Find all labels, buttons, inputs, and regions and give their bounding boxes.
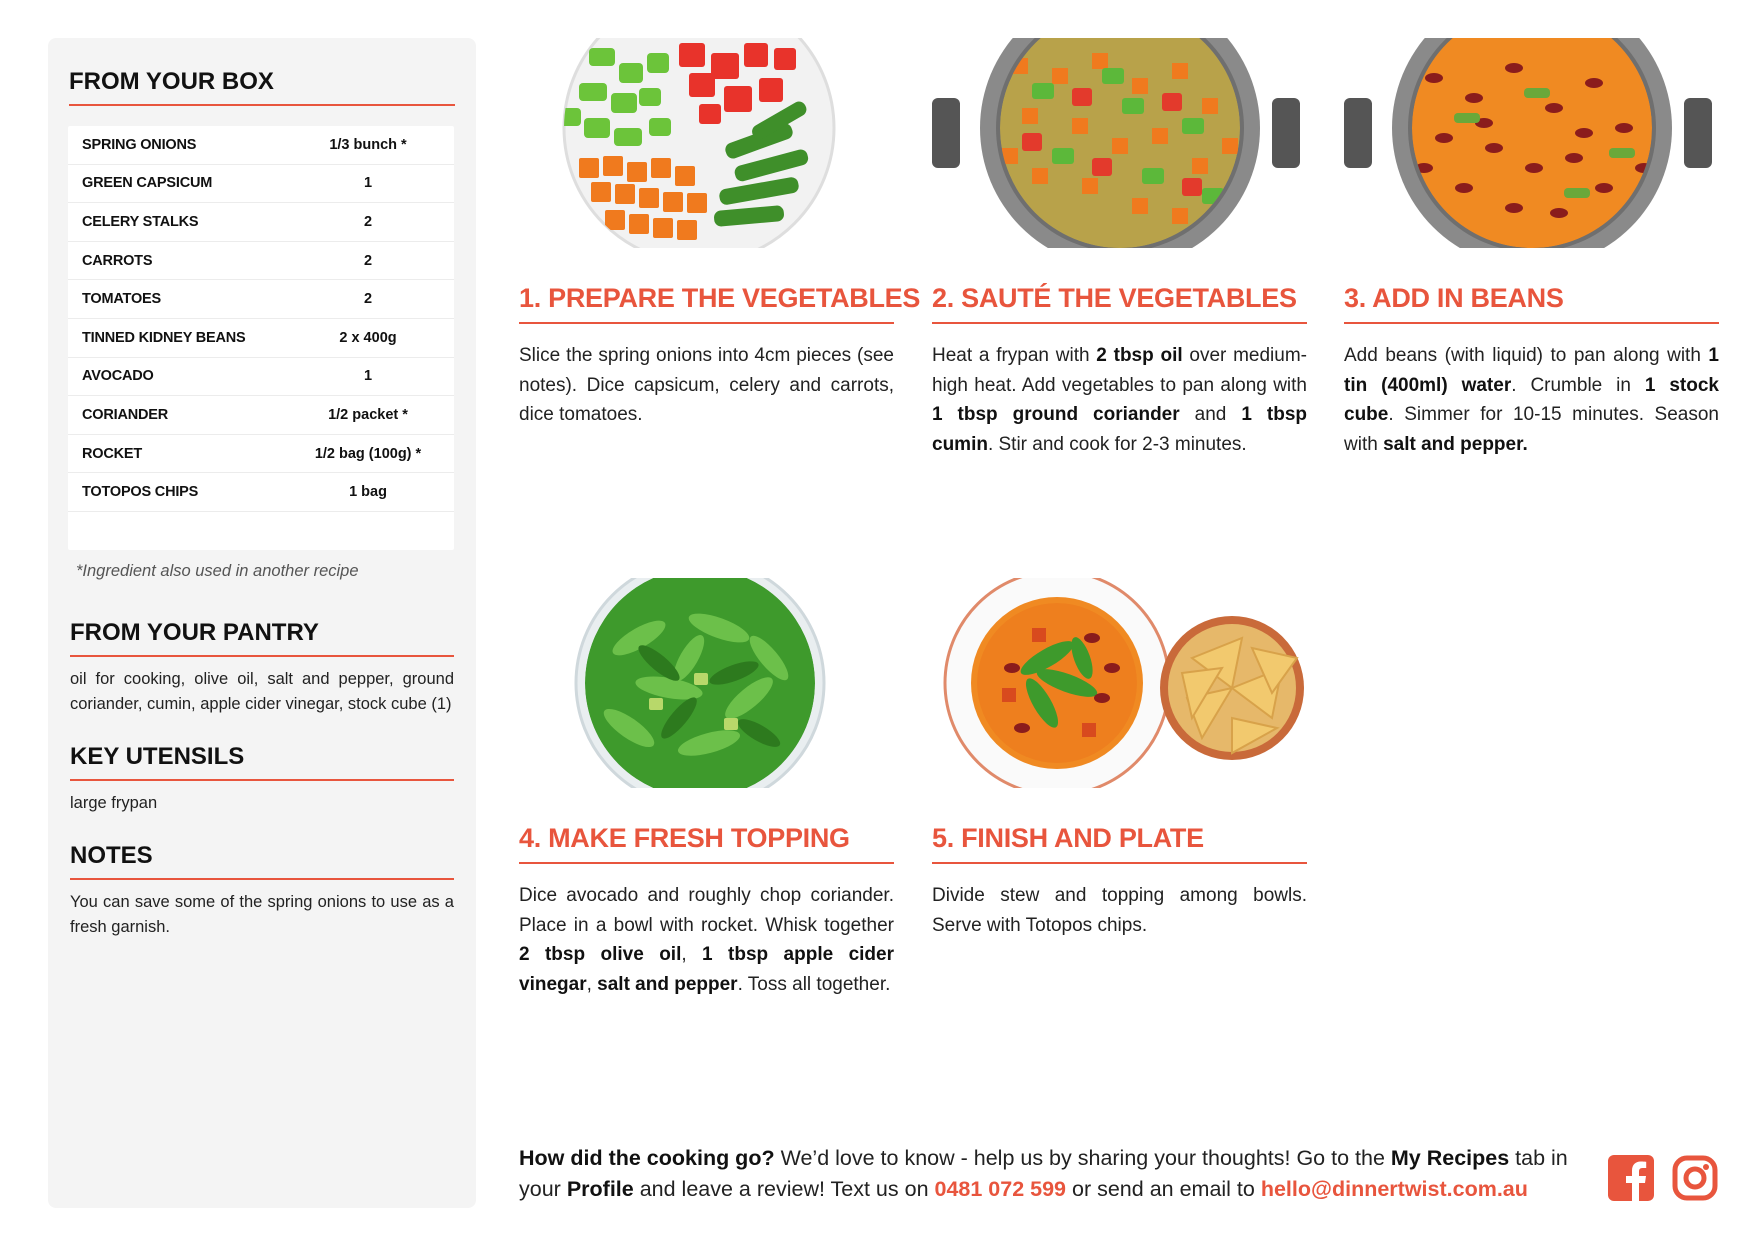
- step-text-bold: salt and pepper.: [1383, 433, 1528, 455]
- step-text-bold: 1 stock cube: [1344, 374, 1720, 425]
- ingredient-qty: 2: [363, 291, 373, 308]
- ingredient-row: [68, 358, 454, 397]
- ingredient-name: CELERY STALKS: [82, 213, 199, 230]
- ingredient-qty: 2: [363, 252, 373, 269]
- ingredient-qty: 2: [363, 213, 373, 230]
- ingredient-row: [68, 203, 454, 242]
- step-1-text: [519, 341, 894, 430]
- feedback-text-4: or send an email to: [1066, 1177, 1261, 1201]
- chopped-vegetables-plate-icon: [519, 38, 894, 248]
- instagram-icon[interactable]: [1672, 1155, 1718, 1206]
- ingredient-row: [68, 319, 454, 358]
- step-1-title: 1. PREPARE THE VEGETABLES: [519, 283, 894, 324]
- step-5-text: [932, 881, 1307, 940]
- step-text-part: ,: [681, 944, 703, 965]
- step-text-bold: 1 tin (400ml) water: [1344, 345, 1719, 396]
- step-5: [932, 578, 1307, 940]
- utensils-text: large frypan: [70, 793, 158, 812]
- ingredient-name: CARROTS: [82, 252, 153, 269]
- facebook-icon[interactable]: [1608, 1155, 1654, 1206]
- feedback-text-2: tab in your: [519, 1146, 1568, 1201]
- step-text-bold: salt and pepper: [597, 973, 738, 995]
- ingredients-table: [68, 126, 454, 550]
- notes-title: NOTES: [70, 842, 454, 880]
- ingredient-row: [68, 435, 454, 474]
- step-3: [1344, 38, 1719, 459]
- beans-stew-in-pan-icon: [1344, 38, 1719, 248]
- step-text-bold: 2 tbsp olive oil: [519, 944, 682, 965]
- step-3-title: 3. ADD IN BEANS: [1344, 283, 1719, 324]
- pantry-text: oil for cooking, olive oil, salt and pepper, ground coriander, cumin, apple cider vinegar, stock cube (1): [70, 669, 454, 713]
- ingredient-row: [68, 280, 454, 319]
- email-link[interactable]: hello@dinnertwist.com.au: [1260, 1177, 1528, 1201]
- ingredient-row-empty: [68, 512, 454, 550]
- phone-link[interactable]: 0481 072 599: [934, 1177, 1067, 1201]
- step-text-part: Divide stew and topping among bowls. Serve with Totopos chips.: [932, 885, 1307, 936]
- step-text-part: . Stir and cook for 2-3 minutes.: [987, 433, 1247, 455]
- ingredient-qty: 1: [363, 368, 373, 385]
- key-utensils-title: KEY UTENSILS: [70, 743, 454, 781]
- step-4: [519, 578, 894, 999]
- step-text-part: . Toss all together.: [737, 973, 891, 995]
- ingredient-name: SPRING ONIONS: [82, 136, 197, 153]
- step-5-title: 5. FINISH AND PLATE: [932, 823, 1307, 864]
- ingredient-qty: 1 bag: [349, 484, 387, 501]
- step-2-text: [932, 341, 1307, 459]
- ingredient-qty: 1/2 packet *: [328, 406, 408, 423]
- step-4-title: 4. MAKE FRESH TOPPING: [519, 823, 894, 864]
- ingredient-name: TOTOPOS CHIPS: [82, 484, 199, 501]
- step-1: [519, 38, 921, 430]
- ingredient-qty: 1: [363, 175, 373, 192]
- step-text-bold: 1 tbsp cumin: [932, 404, 1308, 455]
- from-your-box-title: FROM YOUR BOX: [69, 68, 455, 106]
- ingredient-row: [68, 165, 454, 204]
- feedback-text-1: We’d love to know - help us by sharing your thoughts! Go to the: [774, 1146, 1391, 1170]
- ingredient-name: ROCKET: [82, 445, 143, 462]
- step-text-part: and: [1179, 404, 1242, 425]
- feedback-message: [519, 1143, 1579, 1205]
- ingredient-name: TOMATOES: [82, 291, 161, 308]
- rocket-salad-bowl-icon: [519, 578, 894, 788]
- step-2-title: 2. SAUTÉ THE VEGETABLES: [932, 283, 1307, 324]
- step-text-part: . Crumble in: [1511, 374, 1645, 396]
- ingredient-qty: 1/2 bag (100g) *: [314, 445, 422, 462]
- ingredient-footnote: *Ingredient also used in another recipe: [76, 561, 359, 580]
- feedback-question: How did the cooking go?: [519, 1146, 775, 1170]
- ingredient-row: [68, 242, 454, 281]
- step-text-part: . Simmer for 10-15 minutes. Season with: [1344, 404, 1719, 455]
- step-2: [932, 38, 1307, 459]
- step-text-bold: 2 tbsp oil: [1096, 345, 1183, 366]
- ingredient-name: TINNED KIDNEY BEANS: [82, 329, 246, 346]
- step-3-text: [1344, 341, 1719, 459]
- ingredient-name: CORIANDER: [82, 406, 169, 423]
- step-text-part: Slice the spring onions into 4cm pieces (see notes). Dice capsicum, celery and carrots, dice tomatoes.: [519, 345, 894, 425]
- from-your-pantry-title: FROM YOUR PANTRY: [70, 619, 454, 657]
- step-text-part: over medium-high heat. Add vegetables to pan along with: [932, 345, 1307, 396]
- notes-text: You can save some of the spring onions to use as a fresh garnish.: [70, 892, 454, 936]
- ingredient-qty: 1/3 bunch *: [329, 136, 407, 153]
- ingredient-row: [68, 473, 454, 512]
- stew-bowl-with-chips-icon: [932, 578, 1307, 788]
- ingredient-qty: 2 x 400g: [339, 329, 397, 346]
- step-text-bold: 1 tbsp apple cider vinegar: [519, 944, 894, 995]
- vegetables-in-frypan-icon: [932, 38, 1307, 248]
- ingredient-row: [68, 396, 454, 435]
- ingredient-name: GREEN CAPSICUM: [82, 175, 213, 192]
- feedback-text-3: and leave a review! Text us on: [633, 1177, 935, 1201]
- step-text-part: ,: [586, 973, 598, 995]
- step-4-text: [519, 881, 894, 999]
- ingredient-name: AVOCADO: [82, 368, 154, 385]
- ingredients-sidebar: [48, 38, 476, 1208]
- step-text-part: Dice avocado and roughly chop coriander. Place in a bowl with rocket. Whisk together: [519, 885, 894, 936]
- ingredient-row: [68, 126, 454, 165]
- step-text-bold: 1 tbsp ground coriander: [932, 404, 1180, 425]
- step-text-part: Heat a frypan with: [932, 345, 1097, 366]
- my-recipes-link[interactable]: My Recipes: [1390, 1146, 1510, 1170]
- step-text-part: Add beans (with liquid) to pan along with: [1344, 345, 1709, 366]
- profile-link[interactable]: Profile: [566, 1177, 634, 1201]
